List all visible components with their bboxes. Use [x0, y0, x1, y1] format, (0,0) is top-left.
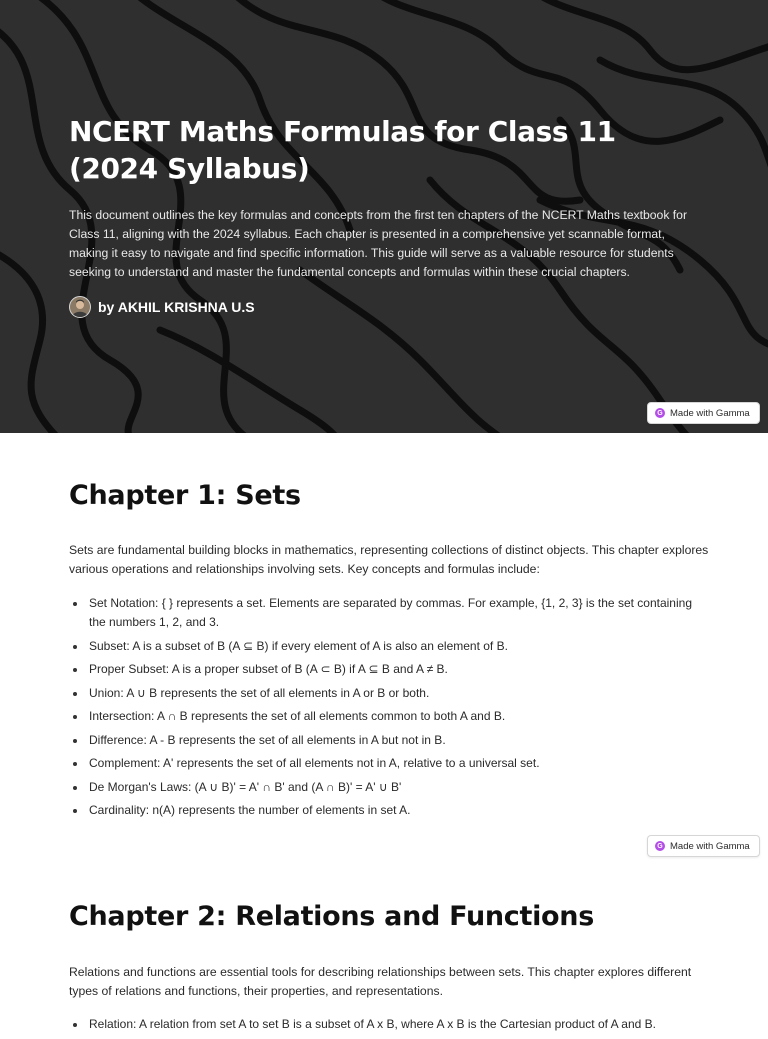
made-with-gamma-badge[interactable] — [647, 402, 760, 424]
chapter-1-list — [69, 594, 709, 825]
chapter-2-title: Chapter 2: Relations and Functions — [69, 901, 595, 932]
hero-description: This document outlines the key formulas and concepts from the first ten chapters of the NCERT Maths textbook for Class 11, aligning with the 2024 syllabus. Each chapter is presented in a comprehensive yet scannable format, making it easy to navigate and find specific information. This guide will serve as a valuable resource for students seeking to understand and master the fundamental concepts and formulas within these crucial chapters. — [69, 208, 688, 279]
list-item: Relation: A relation from set A to set B is a subset of A x B, where A x B is the Cartesian product of A and B. — [69, 1015, 709, 1034]
author-byline[interactable] — [69, 296, 255, 318]
list-item: Complement: A' represents the set of all elements not in A, relative to a universal set. — [69, 754, 709, 773]
author-name: by AKHIL KRISHNA U.S — [98, 299, 255, 315]
list-item: Difference: A - B represents the set of all elements in A but not in B. — [69, 731, 709, 750]
person-icon — [70, 297, 90, 317]
made-with-gamma-badge[interactable] — [647, 835, 760, 857]
gamma-logo-icon: G — [655, 841, 665, 851]
chapter-2-list — [69, 1015, 709, 1039]
badge-label: Made with Gamma — [670, 840, 750, 852]
badge-label: Made with Gamma — [670, 407, 750, 419]
chapter-1-title: Chapter 1: Sets — [69, 480, 301, 511]
avatar — [69, 296, 91, 318]
gamma-logo-icon: G — [655, 408, 665, 418]
list-item: Subset: A is a subset of B (A ⊆ B) if every element of A is also an element of B. — [69, 637, 709, 656]
list-item: De Morgan's Laws: (A ∪ B)' = A' ∩ B' and (A ∩ B)' = A' ∪ B' — [69, 778, 709, 797]
list-item: Intersection: A ∩ B represents the set of all elements common to both A and B. — [69, 707, 709, 726]
list-item: Proper Subset: A is a proper subset of B (A ⊂ B) if A ⊆ B and A ≠ B. — [69, 660, 709, 679]
page-title: NCERT Maths Formulas for Class 11 (2024 Syllabus) — [69, 115, 616, 185]
list-item: Set Notation: { } represents a set. Elements are separated by commas. For example, {1, 2, 3} is the set containing the numbers 1, 2, and 3. — [69, 594, 709, 632]
chapter-2-intro: Relations and functions are essential tools for describing relationships between sets. This chapter explores different types of relations and functions, their properties, and representations. — [69, 965, 692, 998]
list-item: Cardinality: n(A) represents the number of elements in set A. — [69, 801, 709, 820]
chapter-1-intro: Sets are fundamental building blocks in mathematics, representing collections of distinct objects. This chapter explores various operations and relationships involving sets. Key concepts and formulas include: — [69, 543, 709, 576]
hero-banner — [0, 0, 768, 433]
list-item: Union: A ∪ B represents the set of all elements in A or B or both. — [69, 684, 709, 703]
